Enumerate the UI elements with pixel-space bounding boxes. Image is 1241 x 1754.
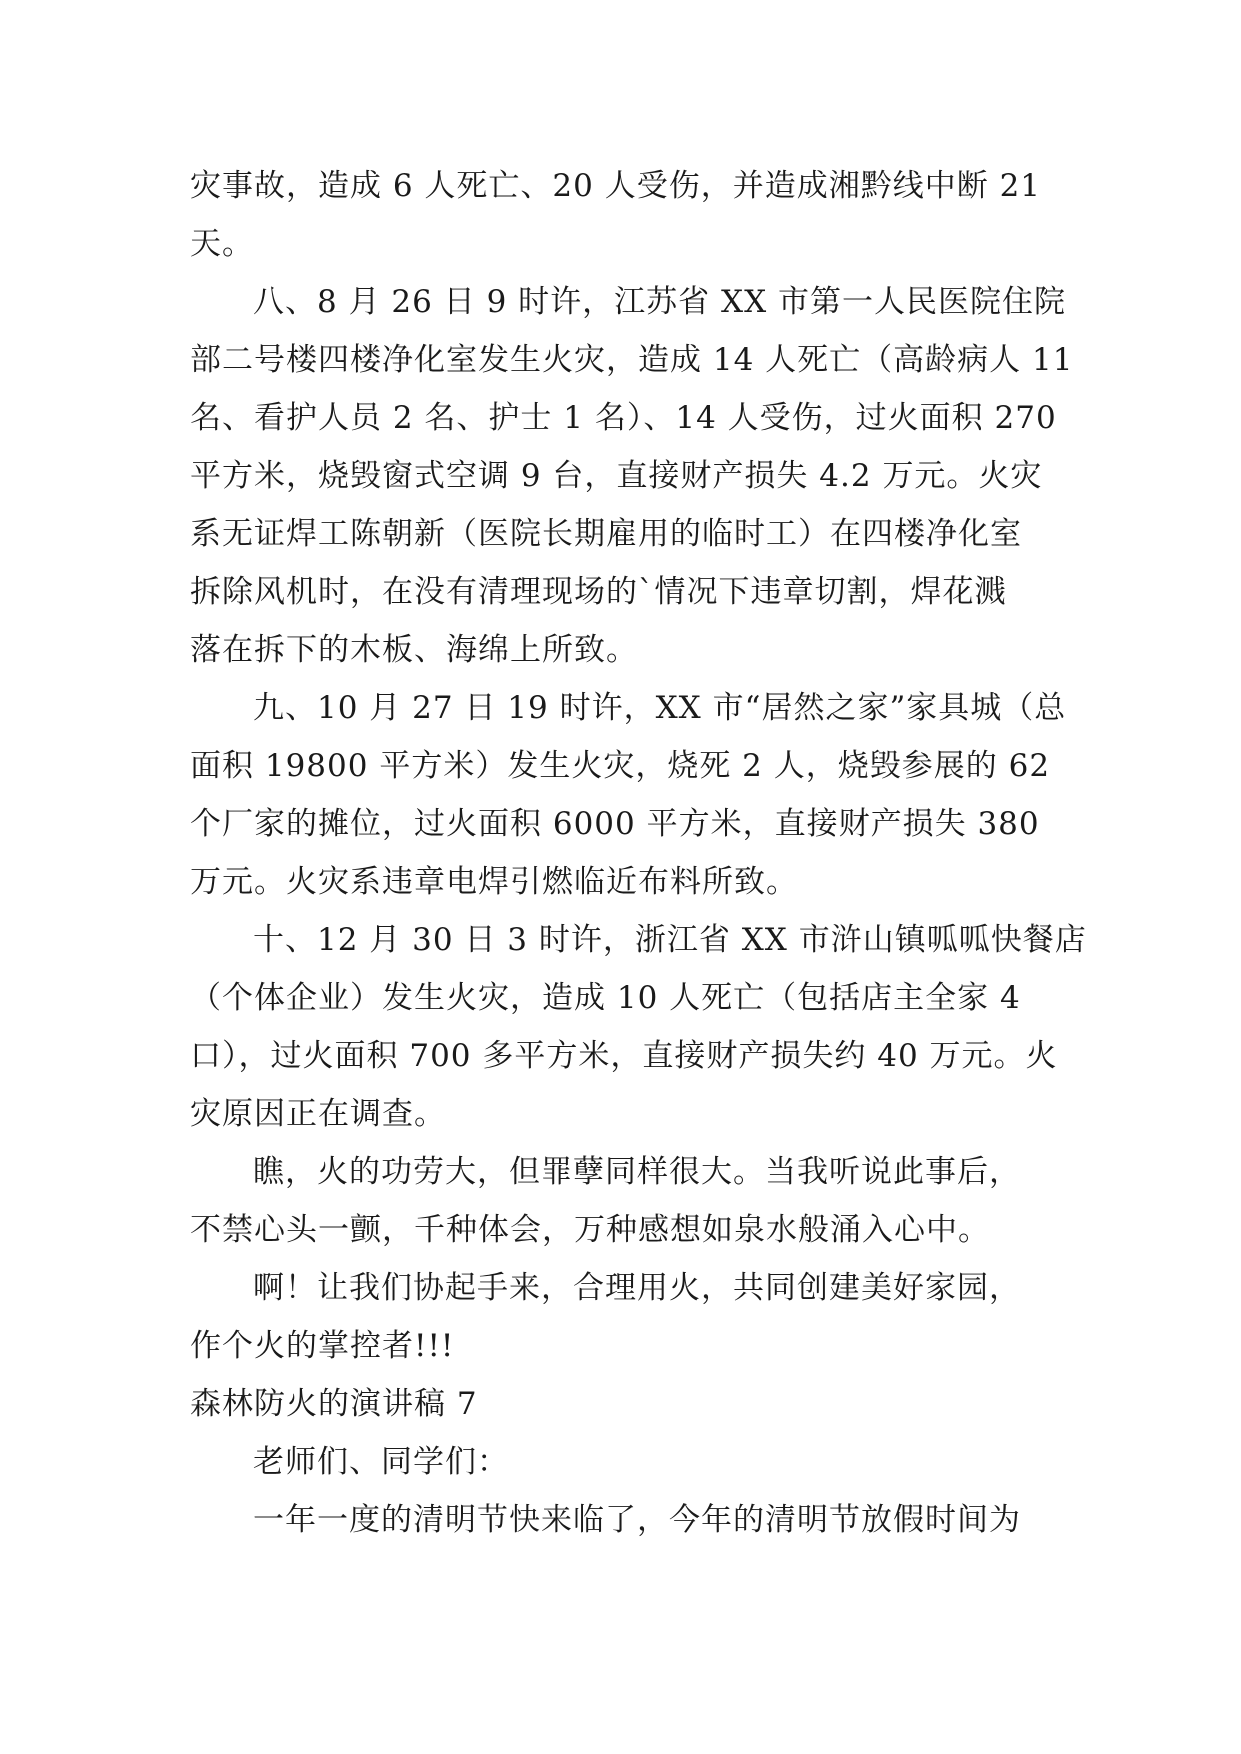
text-line: 系无证焊工陈朝新（医院长期雇用的临时工）在四楼净化室	[190, 516, 1022, 552]
text-line: 个厂家的摊位，过火面积 6000 平方米，直接财产损失 380	[190, 806, 1040, 842]
section-heading: 森林防火的演讲稿 7	[190, 1386, 478, 1422]
text-line: （个体企业）发生火灾，造成 10 人死亡（包括店主全家 4	[190, 980, 1021, 1016]
text-line: 部二号楼四楼净化室发生火灾，造成 14 人死亡（高龄病人 11	[190, 342, 1074, 378]
text-line: 万元。火灾系违章电焊引燃临近布料所致。	[190, 864, 798, 900]
text-line: 口），过火面积 700 多平方米，直接财产损失约 40 万元。火	[190, 1038, 1058, 1074]
text-line: 落在拆下的木板、海绵上所致。	[190, 632, 638, 668]
text-line: 瞧，火的功劳大，但罪孽同样很大。当我听说此事后，	[253, 1154, 1021, 1190]
text-line: 啊！让我们协起手来，合理用火，共同创建美好家园，	[253, 1270, 1021, 1306]
text-line: 不禁心头一颤，千种体会，万种感想如泉水般涌入心中。	[190, 1212, 990, 1248]
text-line: 老师们、同学们：	[253, 1444, 509, 1480]
text-line: 九、10 月 27 日 19 时许，XX 市“居然之家”家具城（总	[253, 690, 1067, 726]
text-line: 平方米，烧毁窗式空调 9 台，直接财产损失 4.2 万元。火灾	[190, 458, 1043, 494]
text-line: 天。	[190, 226, 254, 262]
text-line: 面积 19800 平方米）发生火灾，烧死 2 人，烧毁参展的 62	[190, 748, 1051, 784]
text-line: 灾原因正在调查。	[190, 1096, 446, 1132]
text-line: 名、看护人员 2 名、护士 1 名）、14 人受伤，过火面积 270	[190, 400, 1057, 436]
text-line: 八、8 月 26 日 9 时许，江苏省 XX 市第一人民医院住院	[253, 284, 1067, 320]
text-line: 拆除风机时，在没有清理现场的`情况下违章切割，焊花溅	[190, 574, 1007, 610]
text-line: 一年一度的清明节快来临了，今年的清明节放假时间为	[253, 1502, 1021, 1538]
text-line: 灾事故，造成 6 人死亡、20 人受伤，并造成湘黔线中断 21	[190, 168, 1042, 204]
text-line: 作个火的掌控者!!!	[190, 1328, 455, 1364]
text-line: 十、12 月 30 日 3 时许，浙江省 XX 市浒山镇呱呱快餐店	[253, 922, 1087, 958]
